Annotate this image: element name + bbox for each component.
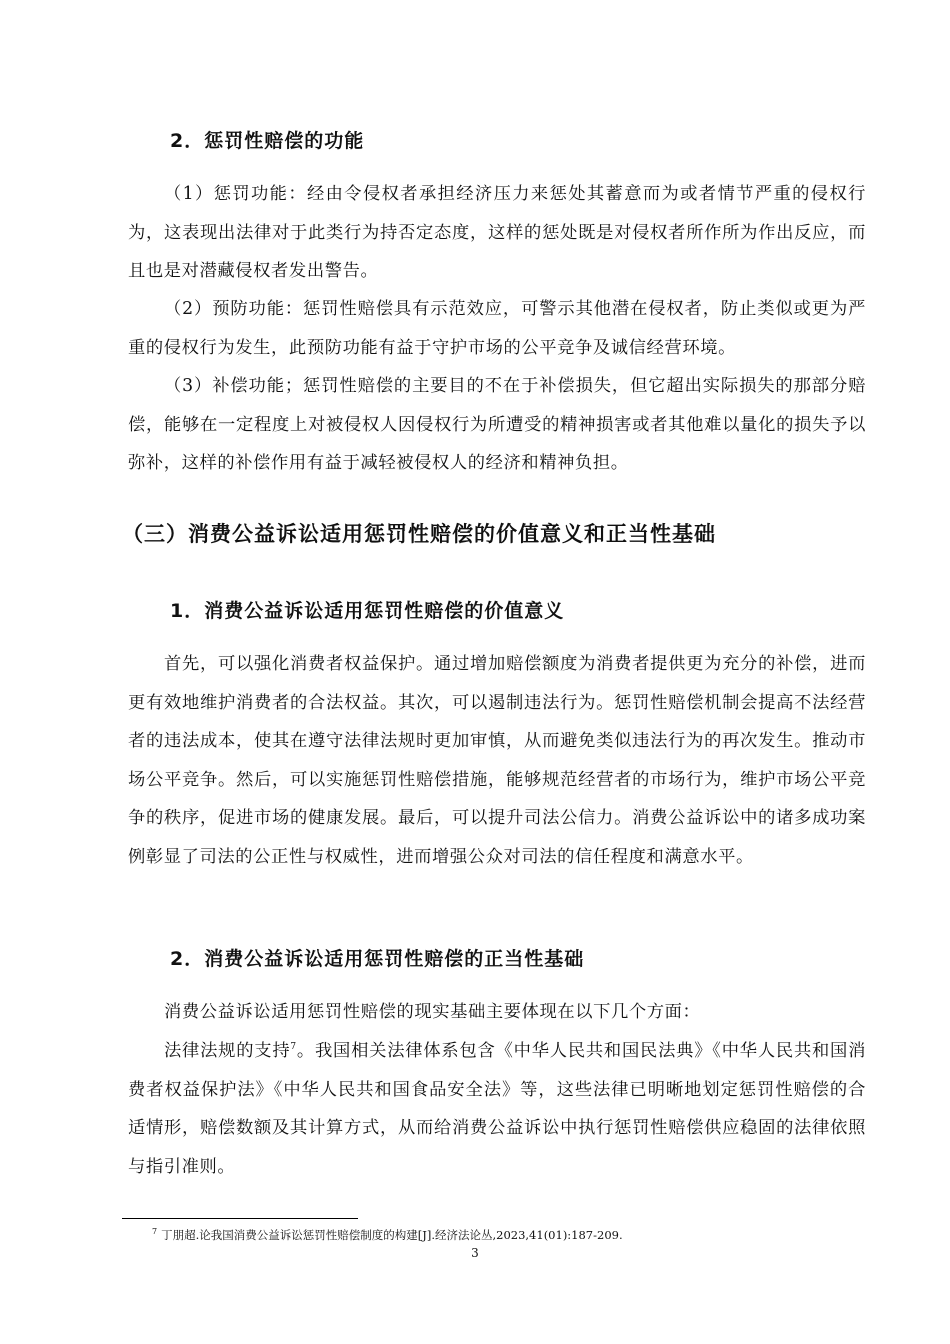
footnote-mark: 7: [152, 1227, 158, 1237]
legal-support-body: 。我国相关法律体系包含《中华人民共和国民法典》《中华人民共和国消费者权益保护法》《中华人民共和国食品安全法》等，这些法律已明晰地划定惩罚性赔偿的合适情形，赔偿数额及其计算方式，从而给消费公益诉讼中执行惩罚性赔偿供应稳固的法律依照与指引准则。: [128, 1041, 866, 1177]
legal-support-lead: 法律法规的支持: [164, 1041, 291, 1061]
paragraph-basis-intro: 消费公益诉讼适用惩罚性赔偿的现实基础主要体现在以下几个方面：: [164, 1002, 701, 1022]
paragraph-legal-support: [128, 1032, 866, 1186]
footnote-text: 丁朋超.论我国消费公益诉讼惩罚性赔偿制度的构建[J].经济法论丛,2023,41(01):187-209.: [161, 1228, 623, 1242]
footnote-divider: [122, 1218, 358, 1219]
footnote-reference[interactable]: 7: [290, 1042, 297, 1053]
page-number: 3: [471, 1246, 479, 1260]
paragraph-punishment-function: （1）惩罚功能：经由令侵权者承担经济压力来惩处其蓄意而为或者情节严重的侵权行为，这表现出法律对于此类行为持否定态度，这样的惩处既是对侵权者所作所为作出反应，而且也是对潜藏侵权者发出警告。: [128, 184, 866, 281]
paragraph-prevention-function: （2）预防功能：惩罚性赔偿具有示范效应，可警示其他潜在侵权者，防止类似或更为严重的侵权行为发生，此预防功能有益于守护市场的公平竞争及诚信经营环境。: [128, 299, 866, 358]
heading-value-significance: 1．消费公益诉讼适用惩罚性赔偿的价值意义: [170, 600, 565, 622]
heading-punitive-damages-functions: 2．惩罚性赔偿的功能: [170, 130, 365, 152]
heading-legitimacy-basis: 2．消费公益诉讼适用惩罚性赔偿的正当性基础: [170, 948, 585, 970]
paragraph-compensation-function: （3）补偿功能；惩罚性赔偿的主要目的不在于补偿损失，但它超出实际损失的那部分赔偿，能够在一定程度上对被侵权人因侵权行为所遭受的精神损害或者其他难以量化的损失予以弥补，这样的补偿作用有益于减轻被侵权人的经济和精神负担。: [128, 376, 866, 473]
heading-section-three: （三）消费公益诉讼适用惩罚性赔偿的价值意义和正当性基础: [122, 522, 716, 546]
paragraph-value-significance: 首先，可以强化消费者权益保护。通过增加赔偿额度为消费者提供更为充分的补偿，进而更有效地维护消费者的合法权益。其次，可以遏制违法行为。惩罚性赔偿机制会提高不法经营者的违法成本，使其在遵守法律法规时更加审慎，从而避免类似违法行为的再次发生。推动市场公平竞争。然后，可以实施惩罚性赔偿措施，能够规范经营者的市场行为，维护市场公平竞争的秩序，促进市场的健康发展。最后，可以提升司法公信力。消费公益诉讼中的诸多成功案例彰显了司法的公正性与权威性，进而增强公众对司法的信任程度和满意水平。: [128, 654, 866, 867]
footnote: [152, 1227, 623, 1243]
